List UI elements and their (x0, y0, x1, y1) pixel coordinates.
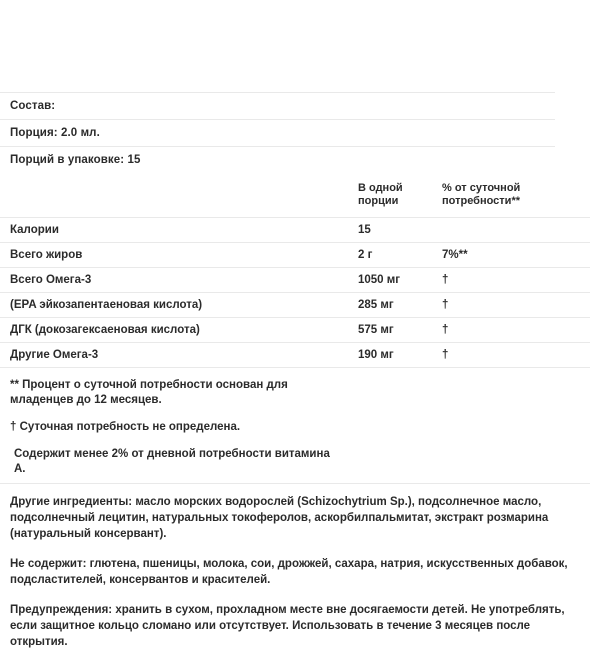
nutrient-amount: 15 (358, 218, 442, 243)
nutrient-name: Калории (0, 218, 358, 243)
nutrient-daily-value: † (442, 293, 590, 318)
servings-per-container-label: Порций в упаковке: 15 (10, 154, 141, 166)
nutrient-amount: 575 мг (358, 318, 442, 343)
serving-size-label: Порция: 2.0 мл. (10, 127, 100, 139)
nutrient-amount: 190 мг (358, 343, 442, 368)
column-header-daily-value: % от суточной потребности** (442, 173, 590, 218)
nutrient-name: Всего Омега-3 (0, 268, 358, 293)
product-details-section (0, 484, 600, 650)
table-row (0, 293, 590, 318)
table-row (0, 318, 590, 343)
nutrient-daily-value: † (442, 318, 590, 343)
table-row (0, 343, 590, 368)
nutrient-daily-value: 7%** (442, 243, 590, 268)
nutrient-name: (EPA эйкозапентаеновая кислота) (0, 293, 358, 318)
nutrient-name: ДГК (докозагексаеновая кислота) (0, 318, 358, 343)
nutrition-table (0, 173, 590, 368)
servings-per-container-row (0, 147, 600, 173)
nutrient-name: Другие Омега-3 (0, 343, 358, 368)
nutrient-amount: 1050 мг (358, 268, 442, 293)
table-row (0, 268, 590, 293)
warnings-text: Предупреждения: хранить в сухом, прохладном месте вне досягаемости детей. Не употреблять, если защитное кольцо сломано или отсутствует. Использовать в течение 3 месяцев после открытия. (10, 604, 565, 648)
footnote-vitamin-a: Содержит менее 2% от дневной потребности витамина А. (14, 448, 330, 475)
column-header-name (0, 173, 358, 218)
table-row (0, 218, 590, 243)
serving-size-row (0, 120, 600, 146)
nutrition-table-head (0, 173, 590, 218)
composition-label: Состав: (10, 100, 56, 112)
footnote-dagger: † Суточная потребность не определена. (10, 421, 241, 433)
nutrient-name: Всего жиров (0, 243, 358, 268)
top-spacer (0, 0, 600, 92)
nutrient-amount: 2 г (358, 243, 442, 268)
table-row (0, 243, 590, 268)
footnotes-section (0, 368, 580, 483)
nutrient-daily-value: † (442, 343, 590, 368)
column-header-amount: В одной порции (358, 173, 442, 218)
free-from-text: Не содержит: глютена, пшеницы, молока, сои, дрожжей, сахара, натрия, искусственных добавок, подсластителей, консервантов и красителей. (10, 558, 568, 586)
nutrient-daily-value: † (442, 268, 590, 293)
footnote-percent-basis: ** Процент о суточной потребности основан для младенцев до 12 месяцев. (10, 379, 288, 406)
other-ingredients-text: Другие ингредиенты: масло морских водорослей (Schizochytrium Sp.), подсолнечное масло, подсолнечный лецитин, натуральных токоферолов, аскорбилпальмитат, экстракт розмарина (натуральный консервант). (10, 496, 549, 540)
nutrient-amount: 285 мг (358, 293, 442, 318)
composition-row (0, 93, 600, 119)
nutrient-daily-value (442, 218, 590, 243)
table-header-row (0, 173, 590, 218)
nutrition-table-body (0, 218, 590, 368)
